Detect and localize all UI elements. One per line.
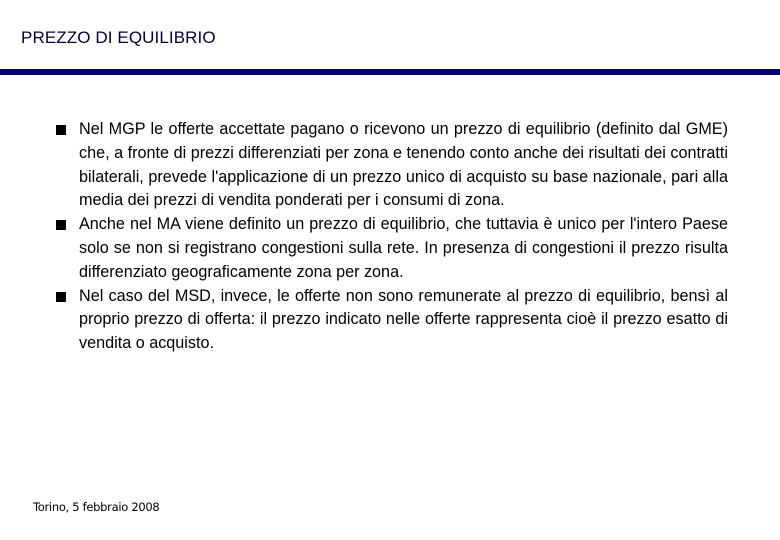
bullet-text: Nel caso del MSD, invece, le offerte non sono remunerate al prezzo di equilibrio, bensì al proprio prezzo di offerta: il prezzo indicato nelle offerte rappresenta cioè il prezzo esatto di vendita o acquisto.: [79, 286, 728, 353]
square-bullet-icon: [56, 125, 66, 135]
square-bullet-icon: [56, 220, 66, 230]
bullet-text: Anche nel MA viene definito un prezzo di equilibrio, che tuttavia è unico per l'intero Paese solo se non si registrano congestioni sulla rete. In presenza di congestioni il prezzo risulta differenziato geograficamente zona per zona.: [79, 215, 728, 281]
bullet-list: [55, 118, 728, 356]
bullet-item: [55, 213, 728, 284]
slide-title: PREZZO DI EQUILIBRIO: [21, 28, 216, 47]
footer-date: Torino, 5 febbraio 2008: [33, 500, 160, 514]
title-divider: [0, 69, 780, 75]
square-bullet-icon: [56, 292, 66, 302]
bullet-item: [55, 118, 728, 213]
bullet-item: [55, 285, 728, 356]
bullet-text: Nel MGP le offerte accettate pagano o ricevono un prezzo di equilibrio (definito dal GME) che, a fronte di prezzi differenziati per zona e tenendo conto anche dei risultati dei contratti bilaterali, prevede l'applicazione di un prezzo unico di acquisto su base nazionale, pari alla media dei prezzi di vendita ponderati per i consumi di zona.: [79, 120, 728, 210]
